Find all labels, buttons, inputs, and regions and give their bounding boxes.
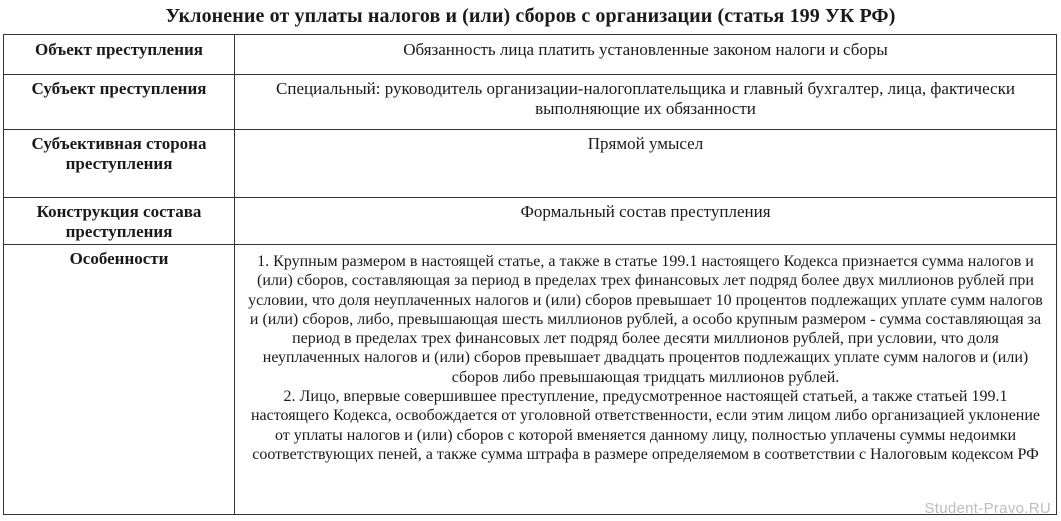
features-paragraph-2: 2. Лицо, впервые совершившее преступление, предусмотренное настоящей статьей, а также статьей 199.1 настоящего Кодекса, освобождается от уголовной ответственности, если этим лицом либо организацией уклонение от уплаты налогов и (или) сборов с которой вменяется данному лицу, полностью уплачены суммы недоимки соответствующих пеней, а также сумма штрафа в размере определяемом в соответствии с Налоговым кодексом РФ xyxy=(250,388,1041,463)
watermark: Student-Pravo.RU xyxy=(924,500,1051,517)
row-label-subject: Субъект преступления xyxy=(4,75,235,130)
row-value-features xyxy=(235,245,1057,515)
row-value-subjective-side: Прямой умысел xyxy=(235,130,1057,198)
row-label-subjective-side: Субъективная сторона преступления xyxy=(4,130,235,198)
table-row xyxy=(4,245,1057,515)
page-title: Уклонение от уплаты налогов и (или) сборов с организации (статья 199 УК РФ) xyxy=(165,5,896,27)
crime-table xyxy=(3,34,1057,515)
features-paragraph-1: 1. Крупным размером в настоящей статье, а также в статье 199.1 настоящего Кодекса признается сумма налогов и (или) сборов, составляющая за период в пределах трех финансовых лет подряд более двух миллионов рублей при условии, что доля неуплаченных налогов и (или) сборов превышает 10 процентов подлежащих уплате сумм налогов и (или) сборов, либо, превышающая шесть миллионов рублей, а особо крупным размером - сумма составляющая за период в пределах трех финансовых лет подряд более десяти миллионов рублей, при условии, что доля неуплаченных налогов и (или) сборов превышает двадцать процентов подлежащих уплате сумм налогов и (или) сборов либо превышающая тридцать миллионов рублей. xyxy=(248,253,1043,386)
row-label-features: Особенности xyxy=(4,245,235,515)
table-row xyxy=(4,198,1057,245)
table-row xyxy=(4,75,1057,130)
row-value-construction: Формальный состав преступления xyxy=(235,198,1057,245)
row-value-subject: Специальный: руководитель организации-налогоплательщика и главный бухгалтер, лица, фактически выполняющие их обязанности xyxy=(235,75,1057,130)
row-value-object: Обязанность лица платить установленные законом налоги и сборы xyxy=(235,35,1057,75)
table-row xyxy=(4,130,1057,198)
row-label-object: Объект преступления xyxy=(4,35,235,75)
row-label-construction: Конструкция состава преступления xyxy=(4,198,235,245)
table-row xyxy=(4,35,1057,75)
